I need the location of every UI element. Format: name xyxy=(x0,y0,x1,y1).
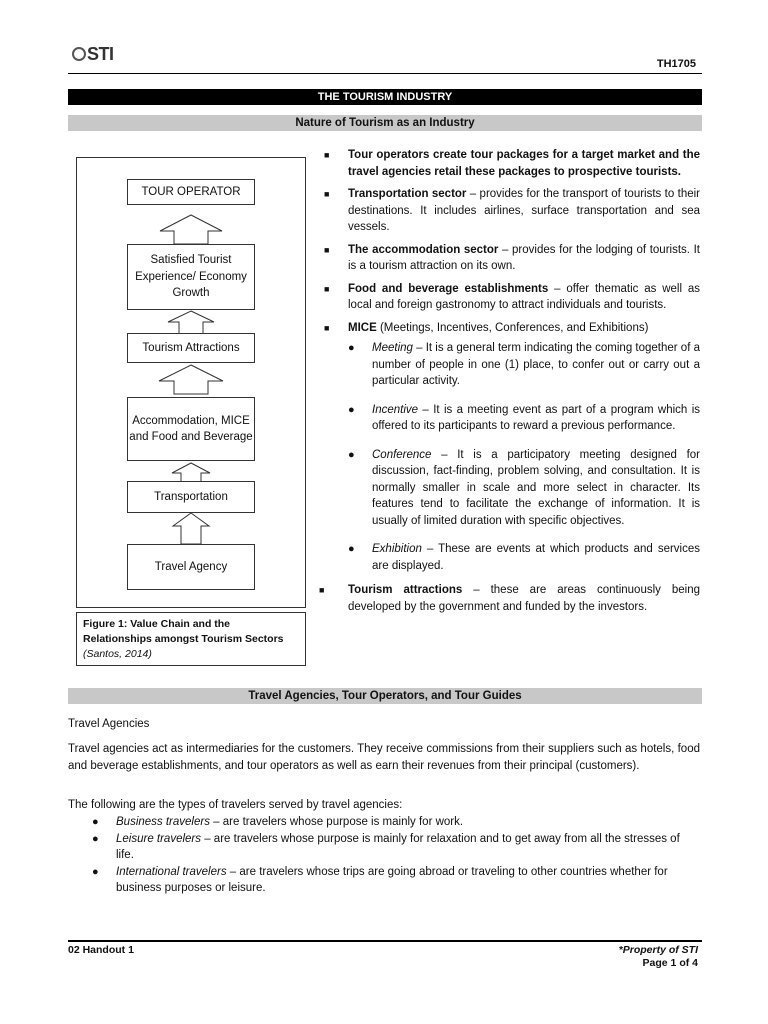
bullet-term: Tourism attractions xyxy=(348,584,463,596)
footer-property: *Property of STI xyxy=(618,944,698,956)
traveler-term: Business travelers xyxy=(116,816,210,828)
dot-bullet-icon: ● xyxy=(92,816,99,828)
figure-box-satisfied-tourist: Satisfied Tourist Experience/ Economy Growth xyxy=(127,244,255,310)
figure-box-tourism-attractions: Tourism Attractions xyxy=(127,333,255,363)
header-rule xyxy=(68,73,702,74)
mice-term: Exhibition xyxy=(372,543,422,555)
up-arrow-icon xyxy=(77,310,305,334)
list-item xyxy=(322,541,700,574)
section-heading-nature: Nature of Tourism as an Industry xyxy=(68,115,702,131)
list-item xyxy=(92,864,700,897)
dot-bullet-icon: ● xyxy=(92,865,99,878)
bullet-text: – provides for the transport of tourists to their destinations. It includes airlines, surface transportation and sea vessels. xyxy=(348,188,701,233)
logo-icon xyxy=(72,47,86,61)
traveler-text: – are travelers whose trips are going abroad or traveling to other countries whether for business purposes or leisure. xyxy=(116,865,668,894)
list-item xyxy=(322,147,700,180)
mice-text: – These are events at which products and services are displayed. xyxy=(372,543,700,572)
bullet-term: Tour operators create tour packages for a target market and the travel agencies retail these packages to prospective tourists. xyxy=(348,149,700,178)
square-bullet-icon: ■ xyxy=(324,244,330,255)
mice-term: Incentive xyxy=(372,403,419,416)
caption-source: (Santos, 2014) xyxy=(83,648,152,660)
bullet-text: (Meetings, Incentives, Conferences, and Exhibitions) xyxy=(376,321,649,334)
list-item xyxy=(317,582,700,615)
paragraph-travel-agencies: Travel agencies act as intermediaries for the customers. They receive commissions from their suppliers such as hotels, food and beverage establishments, and tour operators as well as earn their revenues from their principal (customers). xyxy=(68,743,700,772)
bullet-term: The accommodation sector xyxy=(348,243,499,256)
square-bullet-icon: ■ xyxy=(324,189,330,199)
list-item xyxy=(322,281,700,314)
bullet-text: – these are areas continuously being developed by the government and funded by the investors. xyxy=(348,584,700,613)
figure-box-travel-agency: Travel Agency xyxy=(127,544,255,590)
list-item xyxy=(92,814,700,831)
square-bullet-icon: ■ xyxy=(324,322,330,333)
list-item xyxy=(322,242,700,275)
logo-text: STI xyxy=(87,44,114,64)
bullet-term: Food and beverage establishments xyxy=(348,282,549,295)
list-item xyxy=(92,831,700,864)
bullet-text: – provides for the lodging of tourists. It is a tourism attraction on its own. xyxy=(348,243,700,272)
traveler-term: International travelers xyxy=(116,865,227,878)
mice-text: – It is a meeting event as part of a program which is offered to its participants to reward a previous performance. xyxy=(372,403,700,432)
section-heading-travel: Travel Agencies, Tour Operators, and Tour Guides xyxy=(68,688,702,704)
bullet-term: Transportation sector xyxy=(348,188,467,200)
figure-box-tour-operator: TOUR OPERATOR xyxy=(127,179,255,205)
sector-bullets xyxy=(319,147,701,621)
traveler-term: Leisure travelers xyxy=(116,832,202,845)
footer-page-number: Page 1 of 4 xyxy=(642,957,698,969)
list-item xyxy=(322,340,700,390)
value-chain-figure xyxy=(76,157,306,608)
figure-box-accommodation: Accommodation, MICE and Food and Beverage xyxy=(127,397,255,461)
footer-rule xyxy=(68,940,702,942)
footer-handout: 02 Handout 1 xyxy=(68,944,134,956)
dot-bullet-icon: ● xyxy=(348,448,355,461)
list-item xyxy=(322,447,700,530)
travelers-intro: The following are the types of travelers served by travel agencies: xyxy=(68,799,403,811)
square-bullet-icon: ■ xyxy=(319,585,325,595)
figure-box-transportation: Transportation xyxy=(127,481,255,513)
traveler-text: – are travelers whose purpose is mainly for work. xyxy=(209,816,464,828)
list-item xyxy=(322,186,700,236)
dot-bullet-icon: ● xyxy=(348,403,355,416)
bullet-term: MICE xyxy=(348,321,377,334)
caption-title: Figure 1: Value Chain and the Relationships amongst Tourism Sectors xyxy=(83,618,284,645)
dot-bullet-icon: ● xyxy=(348,543,355,555)
square-bullet-icon: ■ xyxy=(324,150,330,160)
up-arrow-icon xyxy=(77,512,305,544)
traveler-text: – are travelers whose purpose is mainly for relaxation and to get away from all the stresses of life. xyxy=(116,832,680,861)
page-title: THE TOURISM INDUSTRY xyxy=(68,89,702,105)
up-arrow-icon xyxy=(77,214,305,244)
mice-term: Conference xyxy=(372,448,432,461)
mice-term: Meeting xyxy=(372,342,413,354)
bullet-text: – offer thematic as well as local and foreign gastronomy to attract individuals and tourists. xyxy=(348,282,701,311)
list-item xyxy=(322,402,700,435)
figure-caption xyxy=(76,612,306,666)
dot-bullet-icon: ● xyxy=(92,832,99,845)
mice-text: – It is a participatory meeting designed for discussion, fact-finding, problem solving, and consultation. It is normally smaller in scale and more select in character. Its features tend to facilitate the exchange of information. It is usually of limited duration with specific objectives. xyxy=(372,448,700,527)
mice-text: – It is a general term indicating the coming together of a number of people in one (1) place, to confer out or carry out a particular activity. xyxy=(372,342,700,387)
up-arrow-icon xyxy=(77,364,305,394)
square-bullet-icon: ■ xyxy=(324,283,330,294)
list-item xyxy=(322,320,700,337)
dot-bullet-icon: ● xyxy=(348,342,355,354)
sti-logo xyxy=(72,44,114,65)
doc-code: TH1705 xyxy=(656,58,696,70)
subheading-travel-agencies: Travel Agencies xyxy=(68,718,150,730)
traveler-types-list xyxy=(92,814,700,897)
